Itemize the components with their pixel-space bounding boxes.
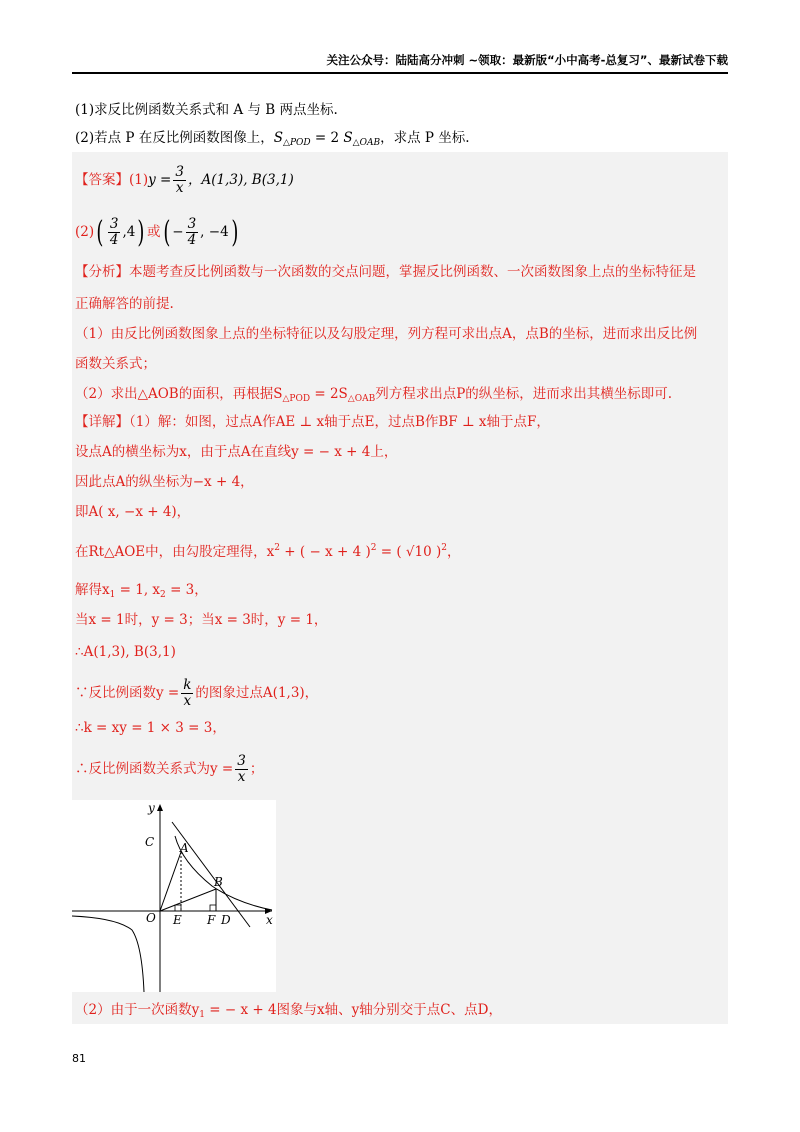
frac-num: 3 (187, 216, 197, 232)
point-rest: , −4 (200, 224, 229, 240)
answer-2-point-2: ( − $\frac{3}{4}$ , −4) (162, 214, 239, 250)
hyperbola-branch-2 (72, 916, 144, 992)
frac-den: x (237, 769, 246, 785)
detail-5a: 在Rt△AOE中，由勾股定理得，x (75, 544, 275, 560)
question-2-suffix: ，求点 P 坐标. (380, 130, 470, 146)
function-graph (72, 800, 276, 992)
area-symbol: S (273, 130, 284, 146)
label-B: B (214, 875, 223, 889)
label-y: y (148, 801, 155, 815)
detail-5-sup2: 2 (370, 543, 377, 553)
detail-11a: ∴反比例函数关系式为y = (75, 761, 234, 777)
label-E: E (173, 913, 182, 927)
detail-6-sub1: 1 (109, 590, 116, 600)
detail-line-1 (75, 412, 550, 432)
label-F: F (207, 913, 216, 927)
segment-OA (160, 852, 181, 911)
detail-9a: ∵反比例函数y = (75, 685, 180, 701)
detail-11b: ； (249, 761, 264, 777)
analysis-line-2: 正确解答的前提. (75, 296, 174, 312)
point-rest: ,4 (122, 224, 136, 240)
analysis-line-3: （1）由反比例函数图象上点的坐标特征以及勾股定理，列方程可求出点A，点B的坐标，进而求出反比例 (75, 326, 698, 342)
detail-5b: + ( − x + 4 ) (280, 544, 371, 560)
answer-1-fraction (173, 165, 186, 196)
detail-12-sub: 1 (199, 1010, 205, 1020)
detail-line-6 (75, 580, 208, 605)
graph-svg (72, 800, 276, 992)
analysis-5-sub2: △OAB (347, 394, 376, 404)
analysis-5a: （2）求出△AOB的面积，再根据S (75, 386, 283, 402)
answer-1-points: ，A(1,3), B(3,1) (187, 172, 294, 188)
detail-1-text: （1）解：如图，过点A作AE ⊥ x轴于点E，过点B作BF ⊥ x轴于点F， (129, 414, 550, 430)
detail-6a: 解得x (75, 582, 110, 598)
label-D: D (221, 913, 231, 927)
answer-tag: 【答案】 (75, 172, 129, 188)
analysis-line-1: 【分析】本题考查反比例函数与一次函数的交点问题，掌握反比例函数、一次函数图象上点的坐标特征是 (75, 264, 696, 280)
equals: = 2 (310, 130, 344, 146)
area-symbol: S (343, 130, 353, 146)
label-C: C (145, 835, 155, 849)
detail-line-3: 因此点A的纵坐标为−x + 4， (75, 474, 254, 490)
answer-line-1 (75, 162, 294, 198)
page-number: 81 (72, 1052, 86, 1065)
detail-line-12 (75, 1000, 502, 1025)
page-header (72, 48, 728, 74)
answer-1-prefix: (1) (129, 172, 149, 188)
frac-num: k (183, 677, 192, 693)
question-1 (75, 101, 338, 119)
detail-line-4: 即A( x, −x + 4)， (75, 504, 191, 520)
detail-6b: = 1, x (115, 582, 161, 598)
analysis-line-4: 函数关系式； (75, 356, 156, 372)
detail-9b: 的图象过点A(1,3)， (195, 685, 319, 701)
right-angle-E (175, 905, 181, 911)
answer-2-point-1: ( $\frac{3}{4}$ ,4) (96, 214, 145, 250)
detail-line-7: 当x = 1时，y = 3；当x = 3时，y = 1， (75, 612, 328, 628)
segment-OB (160, 889, 216, 911)
detail-line-9 (75, 676, 318, 710)
question-1-text: (1)求反比例函数关系式和 A 与 B 两点坐标. (75, 102, 338, 118)
frac-num: 3 (175, 164, 184, 180)
sign: − (172, 224, 184, 240)
detail-line-5 (75, 538, 460, 562)
frac-num: 3 (237, 753, 246, 769)
detail-line-11 (75, 752, 263, 786)
detail-5d: ， (446, 544, 461, 560)
or-text: 或 (147, 224, 161, 240)
detail-line-2: 设点A的横坐标为x，由于点A在直线y = − x + 4上， (75, 444, 398, 460)
analysis-5-sub1: △POD (282, 394, 311, 404)
detail-line-8: ∴A(1,3), B(3,1) (75, 644, 176, 660)
detail-5c: = ( √10 ) (376, 544, 442, 560)
detail-5-sup1: 2 (274, 543, 280, 553)
detail-line-10: ∴k = xy = 1 × 3 = 3， (75, 720, 226, 736)
detail-6-sub2: 2 (160, 590, 166, 600)
answer-line-2 (75, 212, 240, 252)
right-angle-F (210, 905, 216, 911)
question-2-prefix: (2)若点 P 在反比例函数图像上， (75, 130, 274, 146)
frac-den: 4 (109, 232, 119, 248)
detail-5-sup3: 2 (441, 543, 447, 553)
y-arrow-icon (157, 804, 163, 811)
frac-den: x (183, 693, 192, 709)
header-text: 关注公众号：陆陆高分冲刺 ~领取：最新版“小中高考-总复习”、最新试卷下载 (326, 53, 728, 67)
frac-den: 4 (187, 232, 197, 248)
label-A: A (180, 841, 189, 855)
frac-num: 3 (109, 216, 119, 232)
analysis-5c: 列方程求出点P的纵坐标，进而求出其横坐标即可. (375, 386, 673, 402)
area-sub: △POD (283, 138, 311, 148)
detail-12b: = − x + 4图象与x轴、y轴分别交于点C、点D， (204, 1002, 502, 1018)
answer-2-prefix: (2) (75, 224, 95, 240)
answer-1-y: y = (148, 172, 172, 188)
question-2 (75, 129, 470, 152)
detail-6c: = 3， (165, 582, 208, 598)
label-x: x (266, 913, 273, 927)
label-O: O (146, 911, 156, 925)
frac-den: x (175, 180, 184, 196)
detail-12a: （2）由于一次函数y (75, 1002, 200, 1018)
analysis-5b: = 2S (310, 386, 348, 402)
analysis-line-5 (75, 384, 672, 409)
detail-tag: 【详解】 (75, 414, 129, 430)
area-sub: △OAB (352, 138, 381, 148)
